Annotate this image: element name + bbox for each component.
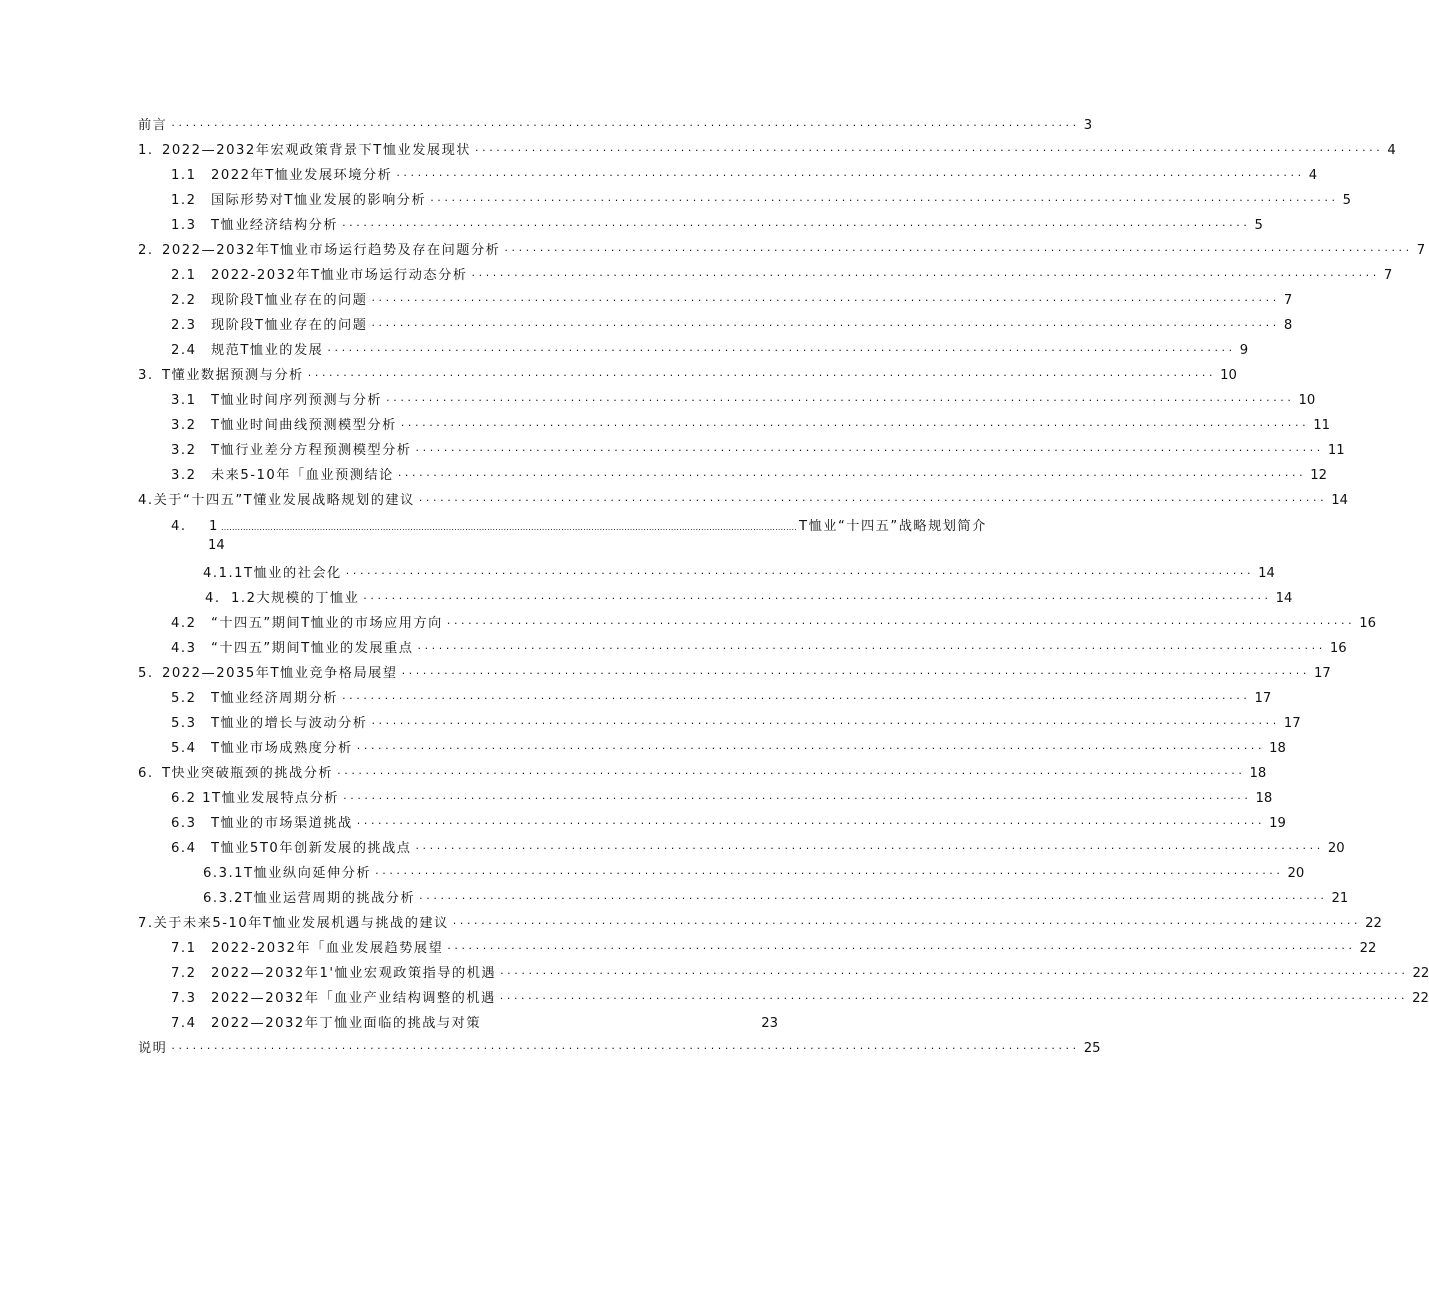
toc-page-number: 7 bbox=[1383, 268, 1393, 283]
toc-number: 2.1 bbox=[171, 268, 197, 283]
toc-title: 说明 bbox=[138, 1041, 168, 1056]
toc-number: 3.1 bbox=[171, 393, 197, 408]
toc-number: 3.2 bbox=[171, 418, 197, 433]
toc-page-number: 23 bbox=[761, 1016, 778, 1031]
toc-number: 1.2 bbox=[171, 193, 197, 208]
toc-page-number: 10 bbox=[1220, 368, 1237, 383]
toc-page-number: 18 bbox=[1255, 791, 1273, 806]
toc-entry[interactable] bbox=[171, 193, 1351, 209]
toc-title: 2022-2032年「血业发展趋势展望 bbox=[211, 941, 444, 956]
toc-page-number: 12 bbox=[1310, 468, 1327, 483]
toc-entry[interactable] bbox=[171, 468, 1327, 484]
toc-title: “十四五”期间T恤业的发展重点 bbox=[211, 641, 414, 656]
toc-title: T恤业经济结构分析 bbox=[211, 218, 339, 233]
toc-entry[interactable] bbox=[203, 566, 1275, 582]
toc-entry[interactable] bbox=[171, 641, 1347, 657]
toc-page-number: 5 bbox=[1254, 218, 1263, 233]
toc-leader: ································································································································ bbox=[396, 169, 1305, 182]
toc-leader: ································································································································ bbox=[342, 219, 1251, 232]
toc-leader: ································································································································ bbox=[375, 867, 1284, 880]
toc-page-number: 14 bbox=[1275, 591, 1293, 606]
toc-page-number: 22 bbox=[1359, 941, 1377, 956]
toc-number: 1. bbox=[138, 143, 154, 158]
toc-page-number: 16 bbox=[1329, 641, 1347, 656]
toc-page-number: 21 bbox=[1331, 891, 1349, 906]
toc-entry[interactable] bbox=[171, 293, 1293, 309]
toc-title: T恤业的市场渠道挑战 bbox=[211, 816, 353, 831]
toc-subnumber: 1 bbox=[209, 519, 219, 534]
toc-number: 4. bbox=[205, 591, 221, 606]
toc-title: T恤业“十四五”战略规划简介 bbox=[799, 519, 987, 534]
toc-page-number: 22 bbox=[1412, 966, 1429, 981]
toc-leader: ································································································································ bbox=[371, 294, 1280, 307]
toc-entry[interactable] bbox=[203, 891, 1349, 907]
toc-entry[interactable] bbox=[171, 816, 1286, 832]
toc-leader: ································································································································ bbox=[417, 642, 1326, 655]
toc-number: 4. bbox=[171, 519, 187, 534]
toc-entry[interactable] bbox=[138, 118, 1093, 134]
toc-number: 3. bbox=[138, 368, 154, 383]
toc-page-number: 14 bbox=[208, 538, 225, 553]
toc-page-number: 17 bbox=[1254, 691, 1272, 706]
toc-number: 2.2 bbox=[171, 293, 197, 308]
toc-number: 7.4 bbox=[171, 1016, 197, 1031]
toc-entry[interactable] bbox=[138, 493, 1348, 509]
toc-number: 6. bbox=[138, 766, 154, 781]
toc-entry[interactable] bbox=[138, 1041, 1101, 1057]
toc-entry[interactable] bbox=[171, 268, 1393, 284]
toc-leader: ································································································································ bbox=[418, 494, 1328, 507]
toc-leader: ································································································································ bbox=[447, 942, 1356, 955]
toc-leader: ································································································································ bbox=[343, 792, 1252, 805]
toc-title: 2022—2032年T恤业市场运行趋势及存在问题分析 bbox=[162, 243, 501, 258]
toc-leader: ································································································································ bbox=[401, 667, 1310, 680]
toc-entry[interactable] bbox=[171, 941, 1377, 957]
toc-page-number: 20 bbox=[1287, 866, 1305, 881]
toc-leader: ································································································································ bbox=[307, 369, 1217, 382]
toc-leader: ································································································································ bbox=[356, 742, 1266, 755]
toc-number: 3.2 bbox=[171, 468, 197, 483]
toc-page-number: 16 bbox=[1359, 616, 1376, 631]
toc-entry[interactable] bbox=[171, 519, 987, 535]
toc-entry[interactable] bbox=[138, 143, 1396, 159]
toc-title: 6.2 1T恤业发展特点分析 bbox=[171, 791, 340, 806]
toc-page-number: 4 bbox=[1387, 143, 1396, 158]
toc-page-number: 22 bbox=[1365, 916, 1382, 931]
toc-leader: ································································································································ bbox=[327, 344, 1236, 357]
toc-number: 2. bbox=[138, 243, 154, 258]
toc-page-number: 5 bbox=[1342, 193, 1351, 208]
toc-page-number: 17 bbox=[1283, 716, 1301, 731]
toc-leader: ································································································································ bbox=[499, 992, 1409, 1005]
toc-title: 6.3.1T恤业纵向延伸分析 bbox=[203, 866, 372, 881]
toc-page-number: 14 bbox=[1331, 493, 1348, 508]
toc-entry[interactable] bbox=[171, 841, 1345, 857]
toc-page-number: 19 bbox=[1269, 816, 1286, 831]
toc-leader: ································································································································ bbox=[471, 269, 1380, 282]
toc-title: T恤业5T0年创新发展的挑战点 bbox=[211, 841, 412, 856]
toc-entry[interactable] bbox=[171, 343, 1249, 359]
toc-entry[interactable] bbox=[171, 1016, 778, 1032]
toc-page-number: 4 bbox=[1308, 168, 1318, 183]
toc-number: 4.2 bbox=[171, 616, 197, 631]
toc-leader: ································································································································ bbox=[345, 567, 1255, 580]
toc-page-number: 20 bbox=[1327, 841, 1345, 856]
toc-page-number: 11 bbox=[1313, 418, 1330, 433]
toc-leader: ································································································································ bbox=[419, 892, 1328, 905]
toc-page-number: 10 bbox=[1298, 393, 1316, 408]
toc-leader: ································································································································ bbox=[430, 194, 1339, 207]
toc-entry[interactable] bbox=[203, 866, 1305, 882]
toc-entry[interactable] bbox=[171, 218, 1263, 234]
toc-entry[interactable] bbox=[138, 666, 1331, 682]
toc-number: 2.3 bbox=[171, 318, 197, 333]
toc-number: 7.2 bbox=[171, 966, 197, 981]
toc-leader: ································································································································ bbox=[171, 119, 1080, 132]
toc-title: 现阶段T恤业存在的问题 bbox=[211, 293, 368, 308]
toc-page-number: 3 bbox=[1083, 118, 1093, 133]
toc-leader: ································································································································ bbox=[500, 967, 1409, 980]
toc-title: 1.2大规模的丁恤业 bbox=[231, 591, 360, 606]
toc-title: 2022—2035年T恤业竞争格局展望 bbox=[162, 666, 398, 681]
toc-title: 2022年T恤业发展环境分析 bbox=[211, 168, 393, 183]
toc-title: “十四五”期间T恤业的市场应用方向 bbox=[211, 616, 443, 631]
toc-number: 7.3 bbox=[171, 991, 197, 1006]
toc-page-number: 14 bbox=[1258, 566, 1275, 581]
toc-number: 1.3 bbox=[171, 218, 197, 233]
toc-number: 5.4 bbox=[171, 741, 197, 756]
toc-title: 4.1.1T恤业的社会化 bbox=[203, 566, 342, 581]
toc-title: T恤行业差分方程预测模型分析 bbox=[211, 443, 412, 458]
toc-entry-continuation bbox=[208, 538, 268, 554]
toc-leader: ································································································································ bbox=[446, 617, 1356, 630]
toc-entry[interactable] bbox=[138, 766, 1267, 782]
toc-leader: .................................................................................................................................................................................................................. bbox=[221, 523, 798, 532]
toc-title: T恤业市场成熟度分析 bbox=[211, 741, 353, 756]
toc-number: 2.4 bbox=[171, 343, 197, 358]
toc-title: 现阶段T恤业存在的问题 bbox=[211, 318, 368, 333]
toc-title: 4.关于“十四五”T懂业发展战略规划的建议 bbox=[138, 493, 415, 508]
toc-leader: ································································································································ bbox=[342, 692, 1251, 705]
toc-title: T恤业时间序列预测与分析 bbox=[211, 393, 383, 408]
toc-title: 7.关于未来5-10年T恤业发展机遇与挑战的建议 bbox=[138, 916, 449, 931]
toc-page-number: 8 bbox=[1283, 318, 1293, 333]
toc-leader: ································································································································ bbox=[371, 319, 1280, 332]
toc-leader: ································································································································ bbox=[171, 1042, 1080, 1055]
toc-leader: ································································································································ bbox=[386, 394, 1295, 407]
toc-title: 2022—2032年「血业产业结构调整的机遇 bbox=[211, 991, 496, 1006]
toc-title: T恤业的增长与波动分析 bbox=[211, 716, 368, 731]
toc-page-number: 11 bbox=[1327, 443, 1345, 458]
toc-entry[interactable] bbox=[171, 418, 1330, 434]
toc-entry[interactable] bbox=[171, 741, 1286, 757]
toc-title: T懂业数据预测与分析 bbox=[162, 368, 304, 383]
toc-page-number: 25 bbox=[1083, 1041, 1101, 1056]
toc-entry[interactable] bbox=[171, 691, 1272, 707]
toc-page-number: 9 bbox=[1239, 343, 1249, 358]
toc-entry[interactable] bbox=[171, 791, 1273, 807]
toc-entry[interactable] bbox=[171, 168, 1318, 184]
toc-title: T快业突破瓶颈的挑战分析 bbox=[162, 766, 334, 781]
toc-title: 2022—2032年丁恤业面临的挑战与对策 bbox=[211, 1016, 482, 1031]
toc-number: 6.4 bbox=[171, 841, 197, 856]
toc-leader: ································································································································ bbox=[400, 419, 1310, 432]
toc-leader: ································································································································ bbox=[415, 842, 1324, 855]
toc-leader: ································································································································ bbox=[452, 917, 1362, 930]
toc-page-number: 18 bbox=[1249, 766, 1267, 781]
toc-title: T恤业经济周期分析 bbox=[211, 691, 339, 706]
toc-entry[interactable] bbox=[171, 318, 1293, 334]
toc-number: 5.3 bbox=[171, 716, 197, 731]
toc-leader: ································································································································ bbox=[363, 592, 1272, 605]
toc-number: 6.3 bbox=[171, 816, 197, 831]
toc-entry[interactable] bbox=[171, 716, 1301, 732]
toc-number: 1.1 bbox=[171, 168, 197, 183]
toc-title: T恤业时间曲线预测模型分析 bbox=[211, 418, 397, 433]
toc-entry[interactable] bbox=[171, 991, 1429, 1007]
toc-number: 5.2 bbox=[171, 691, 197, 706]
toc-leader: ································································································································ bbox=[415, 444, 1324, 457]
toc-title: 未来5-10年「血业预测结论 bbox=[211, 468, 394, 483]
toc-title: 6.3.2T恤业运营周期的挑战分析 bbox=[203, 891, 416, 906]
toc-leader: ································································································································ bbox=[337, 767, 1246, 780]
toc-entry[interactable] bbox=[138, 368, 1237, 384]
toc-number: 7.1 bbox=[171, 941, 197, 956]
toc-entry[interactable] bbox=[171, 966, 1429, 982]
toc-page-number: 7 bbox=[1283, 293, 1293, 308]
toc-title: 规范T恤业的发展 bbox=[211, 343, 324, 358]
toc-title: 2022-2032年T恤业市场运行动态分析 bbox=[211, 268, 468, 283]
toc-entry[interactable] bbox=[171, 393, 1316, 409]
toc-entry[interactable] bbox=[138, 916, 1382, 932]
toc-leader: ································································································································ bbox=[504, 244, 1413, 257]
toc-page-number: 18 bbox=[1269, 741, 1286, 756]
toc-leader: ································································································································ bbox=[397, 469, 1307, 482]
toc-title: 国际形势对T恤业发展的影响分析 bbox=[211, 193, 427, 208]
toc-page-number: 17 bbox=[1313, 666, 1331, 681]
toc-number: 3.2 bbox=[171, 443, 197, 458]
toc-title: 2022—2032年1'恤业宏观政策指导的机遇 bbox=[211, 966, 497, 981]
toc-title: 2022—2032年宏观政策背景下T恤业发展现状 bbox=[162, 143, 471, 158]
toc-leader: ································································································································ bbox=[475, 144, 1384, 157]
toc-entry[interactable] bbox=[138, 243, 1426, 259]
toc-entry[interactable] bbox=[205, 591, 1293, 607]
toc-leader: ································································································································ bbox=[371, 717, 1280, 730]
toc-entry[interactable] bbox=[171, 443, 1345, 459]
toc-number: 4.3 bbox=[171, 641, 197, 656]
toc-page-number: 7 bbox=[1416, 243, 1426, 258]
toc-number: 5. bbox=[138, 666, 154, 681]
toc-title: 前言 bbox=[138, 118, 168, 133]
toc-entry[interactable] bbox=[171, 616, 1376, 632]
toc-page-number: 22 bbox=[1412, 991, 1429, 1006]
toc-leader: ································································································································ bbox=[356, 817, 1266, 830]
